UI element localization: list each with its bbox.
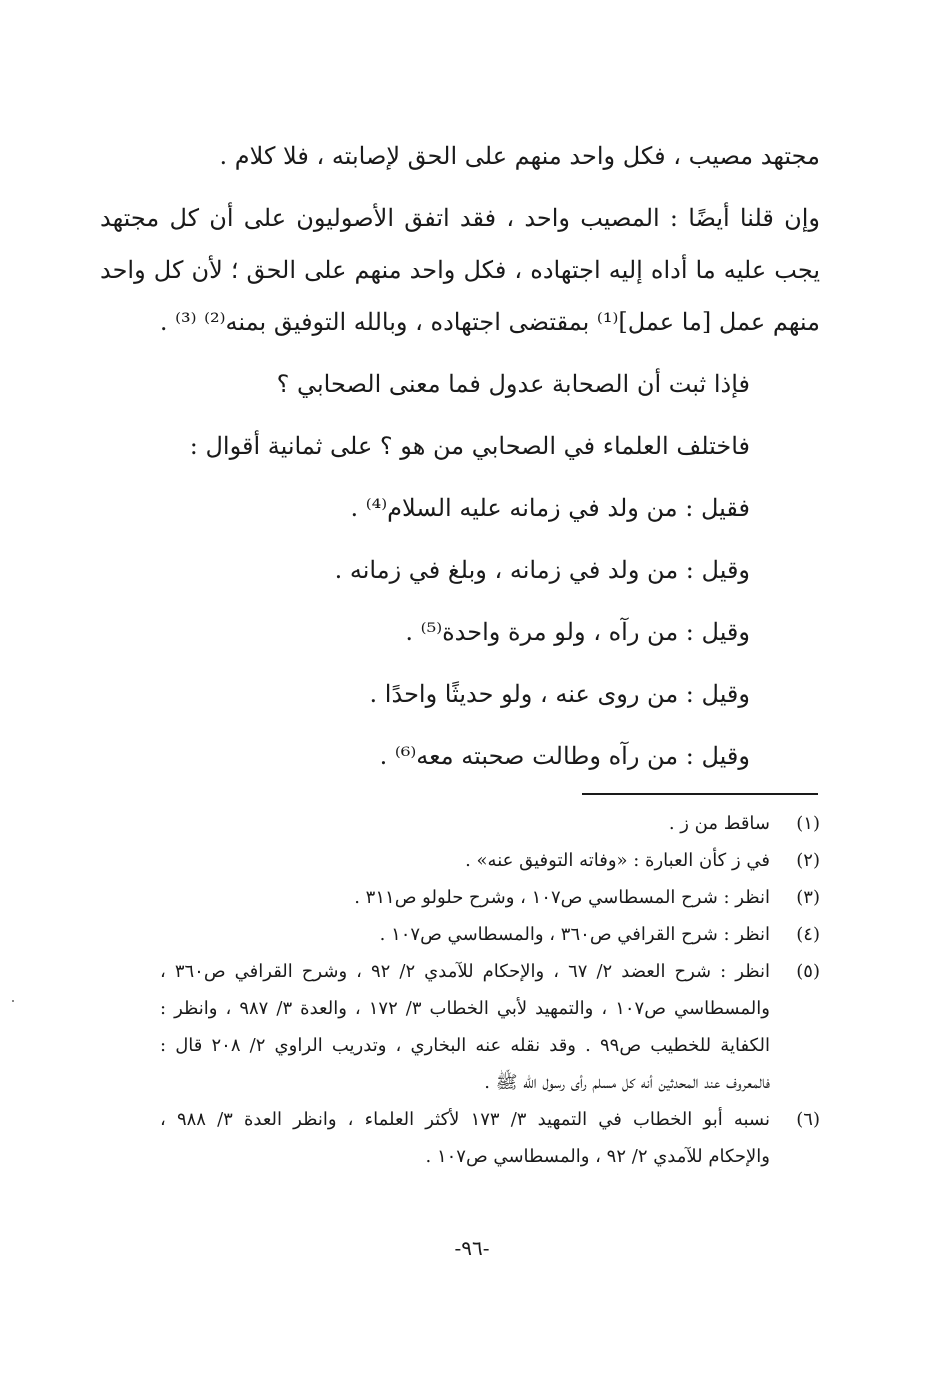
opinion-line: وقيل : من ولد في زمانه ، وبلغ في زمانه . [334,556,750,584]
footnote-text: الكفاية للخطيب ص٩٩ . وقد نقله عنه البخاري ، وتدريب الراوي ٢/ ٢٠٨ قال : [160,1035,770,1056]
opinion-line: وقيل : من روى عنه ، ولو حديثًا واحدًا . [369,680,750,708]
footnote-number: (٢) [796,850,820,871]
footnote-text: والمسطاسي ص١٠٧ ، والتمهيد لأبي الخطاب ٣/ ١٧٢ ، والعدة ٣/ ٩٨٧ ، وانظر : [160,998,770,1019]
footnote-text: نسبه أبو الخطاب في التمهيد ٣/ ١٧٣ لأكثر العلماء ، وانظر العدة ٣/ ٩٨٨ ، [160,1109,770,1130]
footnote [160,1101,820,1175]
footnote-text: انظر : شرح المسطاسي ص١٠٧ ، وشرح حلولو ص٣١١ . [354,887,770,908]
margin-mark [12,1000,14,1002]
main-text [100,130,820,782]
opinion-line: وقيل : من رآه ، ولو مرة واحدة⁽⁵⁾ . [405,618,750,646]
footnote [160,953,820,1101]
footnote-text: انظر : شرح القرافي ص٣٦٠ ، والمسطاسي ص١٠٧ . [379,924,770,945]
footnote [160,842,820,879]
text-line: يجب عليه ما أداه إليه اجتهاده ، فكل واحد منهم على الحق ؛ لأن كل واحد [100,256,820,284]
footnote-text: فالمعروف عند المحدثين أنه كل مسلم رأى رسول الله ﷺ . [484,1072,770,1093]
footnote [160,916,820,953]
question-line: فإذا ثبت أن الصحابة عدول فما معنى الصحابي ؟ [276,370,750,398]
footnote [160,805,820,842]
page-number: -٩٦- [454,1236,490,1260]
text-line: منهم عمل [ما عمل]⁽¹⁾ بمقتضى اجتهاده ، وبالله التوفيق بمنه⁽²⁾ ⁽³⁾ . [159,308,820,336]
opinion-line: وقيل : من رآه وطالت صحبته معه⁽⁶⁾ . [379,742,750,770]
footnote [160,879,820,916]
footnote-number: (٣) [796,887,820,908]
footnotes [160,805,820,1175]
footnote-text: ساقط من ز . [668,813,770,834]
text-line: وإن قلنا أيضًا : المصيب واحد ، فقد اتفق الأصوليون على أن كل مجتهد [100,204,820,232]
text-line: مجتهد مصيب ، فكل واحد منهم على الحق لإصابته ، فلا كلام . [219,142,820,170]
footnote-number: (١) [796,813,820,834]
footnote-text: في ز كأن العبارة : «وفاته التوفيق عنه» . [465,850,770,871]
footnote-number: (٥) [796,961,820,982]
footnote-text: والإحكام للآمدي ٢/ ٩٢ ، والمسطاسي ص١٠٧ . [425,1146,770,1167]
opinion-line: فقيل : من ولد في زمانه عليه السلام⁽⁴⁾ . [350,494,750,522]
footnote-separator [582,793,818,795]
footnote-number: (٦) [796,1109,820,1130]
footnote-number: (٤) [796,924,820,945]
text-line: فاختلف العلماء في الصحابي من هو ؟ على ثمانية أقوال : [189,432,750,460]
footnote-text: انظر : شرح العضد ٢/ ٦٧ ، والإحكام للآمدي ٢/ ٩٢ ، وشرح القرافي ص٣٦٠ ، [160,961,770,982]
